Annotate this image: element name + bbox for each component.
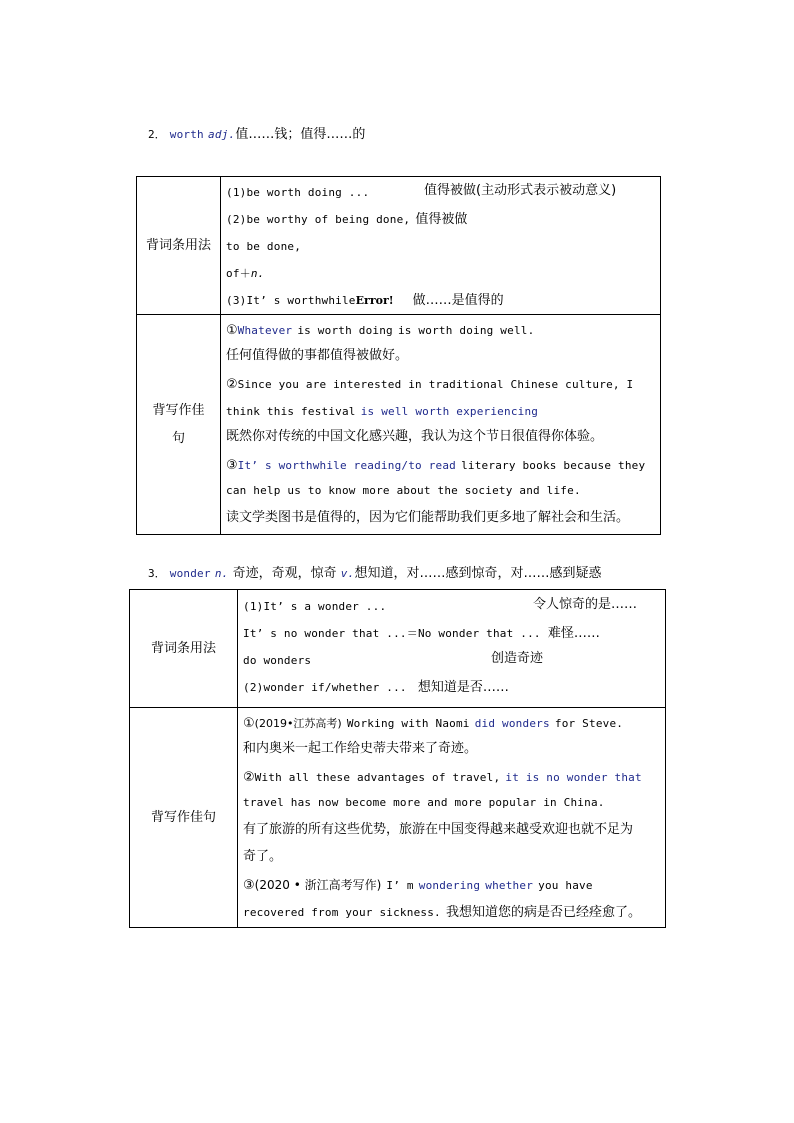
example-line: 既然你对传统的中国文化感兴趣，我认为这个节日很值得你体验。	[226, 429, 604, 444]
section3-example-row	[130, 708, 666, 928]
example-line: ②With all these advantages of travel, it is no wonder that	[243, 770, 642, 785]
section3-heading	[148, 562, 601, 581]
example-line: 读文学类图书是值得的，因为它们能帮助我们更多地了解社会和生活。	[226, 510, 630, 525]
usage-line: (3)It’ s worthwhileError! 做……是值得的	[226, 293, 504, 308]
example-line: ①Whatever is worth doing is worth doing well.	[226, 323, 535, 338]
usage-line: to be done,	[226, 240, 302, 253]
example-line: 有了旅游的所有这些优势，旅游在中国变得越来越受欢迎也就不足为	[243, 822, 634, 837]
example-line: think this festival is well worth experiencing	[226, 405, 539, 418]
example-line: 任何值得做的事都值得被做好。	[226, 348, 409, 363]
section2-number: 2．	[148, 128, 166, 141]
example-line: ③(2020 • 浙江高考写作) I’ m wondering whether you have	[243, 878, 593, 893]
section2-table	[136, 176, 661, 535]
section3-example-label: 背写作佳句	[130, 708, 238, 928]
example-line: travel has now become more and more popular in China.	[243, 796, 605, 809]
section3-usage-row	[130, 590, 666, 708]
usage-line: (2)be worthy of being done, 值得被做	[226, 212, 468, 227]
section3-meaning-verb: 想知道，对……感到惊奇，对……感到疑惑	[354, 566, 602, 581]
section2-heading	[148, 123, 365, 142]
section3-pos-noun: n.	[214, 567, 229, 580]
section2-usage-label: 背词条用法	[137, 177, 221, 315]
section2-meaning: 值……钱；值得……的	[235, 127, 366, 142]
example-line: ③It’ s worthwhile reading/to read literary books because they	[226, 458, 646, 473]
usage-line: (1)be worth doing ... 值得被做(主动形式表示被动意义)	[226, 183, 617, 199]
section2-usage-row	[137, 177, 661, 315]
error-field: Error!	[355, 294, 394, 307]
section2-usage-cell	[221, 177, 661, 315]
example-line: 和内奥米一起工作给史蒂夫带来了奇迹。	[243, 741, 478, 756]
example-line: 奇了。	[243, 849, 283, 864]
section3-table	[129, 589, 666, 928]
section3-usage-label: 背词条用法	[130, 590, 238, 708]
section3-pos-verb: v.	[340, 567, 355, 580]
usage-line: (1)It’ s a wonder ... 令人惊奇的是……	[243, 597, 638, 613]
section3-usage-cell	[238, 590, 666, 708]
section2-pos: adj.	[208, 128, 236, 141]
example-line: recovered from your sickness. 我想知道您的病是否已经痊愈了。	[243, 905, 641, 920]
section3-example-cell	[238, 708, 666, 928]
section3-headword: wonder	[169, 567, 211, 580]
section3-number: 3．	[148, 567, 166, 580]
section2-headword: worth	[169, 128, 204, 141]
example-line: can help us to know more about the society and life.	[226, 484, 581, 497]
section2-example-cell	[221, 315, 661, 535]
usage-line: of＋n.	[226, 267, 265, 280]
example-line: ②Since you are interested in traditional Chinese culture, I	[226, 377, 634, 392]
section2-example-label: 背写作佳句	[137, 315, 221, 535]
section3-meaning-noun: 奇迹，奇观，惊奇	[232, 566, 337, 581]
section2-example-row	[137, 315, 661, 535]
usage-line: It’ s no wonder that ...＝No wonder that ... 难怪……	[243, 626, 600, 641]
usage-line: do wonders 创造奇迹	[243, 651, 544, 667]
example-line: ①(2019•江苏高考) Working with Naomi did wonders for Steve.	[243, 716, 624, 731]
usage-line: (2)wonder if/whether ... 想知道是否……	[243, 680, 509, 695]
